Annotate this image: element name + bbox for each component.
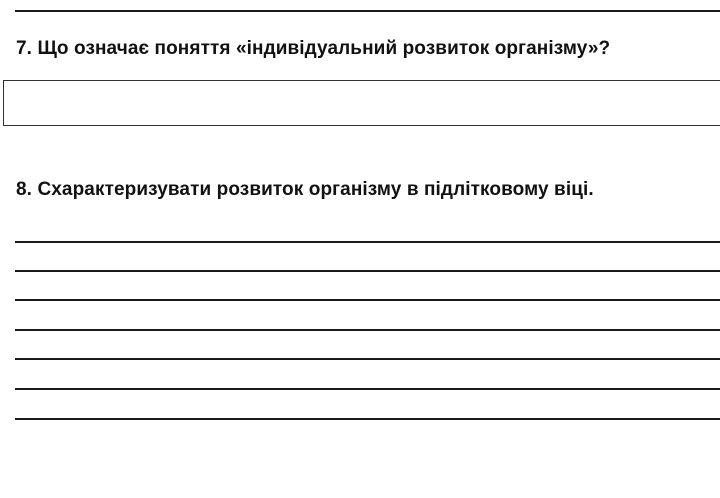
question-8 bbox=[16, 179, 594, 201]
question-7-number: 7. bbox=[16, 38, 33, 59]
answer-line-6[interactable] bbox=[15, 388, 720, 390]
answer-line-3[interactable] bbox=[15, 299, 720, 301]
answer-line-5[interactable] bbox=[15, 358, 720, 360]
question-7 bbox=[16, 38, 610, 60]
answer-line-7[interactable] bbox=[15, 418, 720, 420]
answer-line-4[interactable] bbox=[15, 329, 720, 331]
question-8-number: 8. bbox=[16, 179, 33, 200]
question-7-answer-box[interactable] bbox=[3, 80, 720, 126]
answer-line-2[interactable] bbox=[15, 270, 720, 272]
answer-line-1[interactable] bbox=[15, 241, 720, 243]
question-7-text: Що означає поняття «індивідуальний розвиток організму»? bbox=[37, 38, 611, 59]
previous-answer-line[interactable] bbox=[15, 10, 720, 12]
question-8-text: Схарактеризувати розвиток організму в підлітковому віці. bbox=[37, 179, 594, 200]
